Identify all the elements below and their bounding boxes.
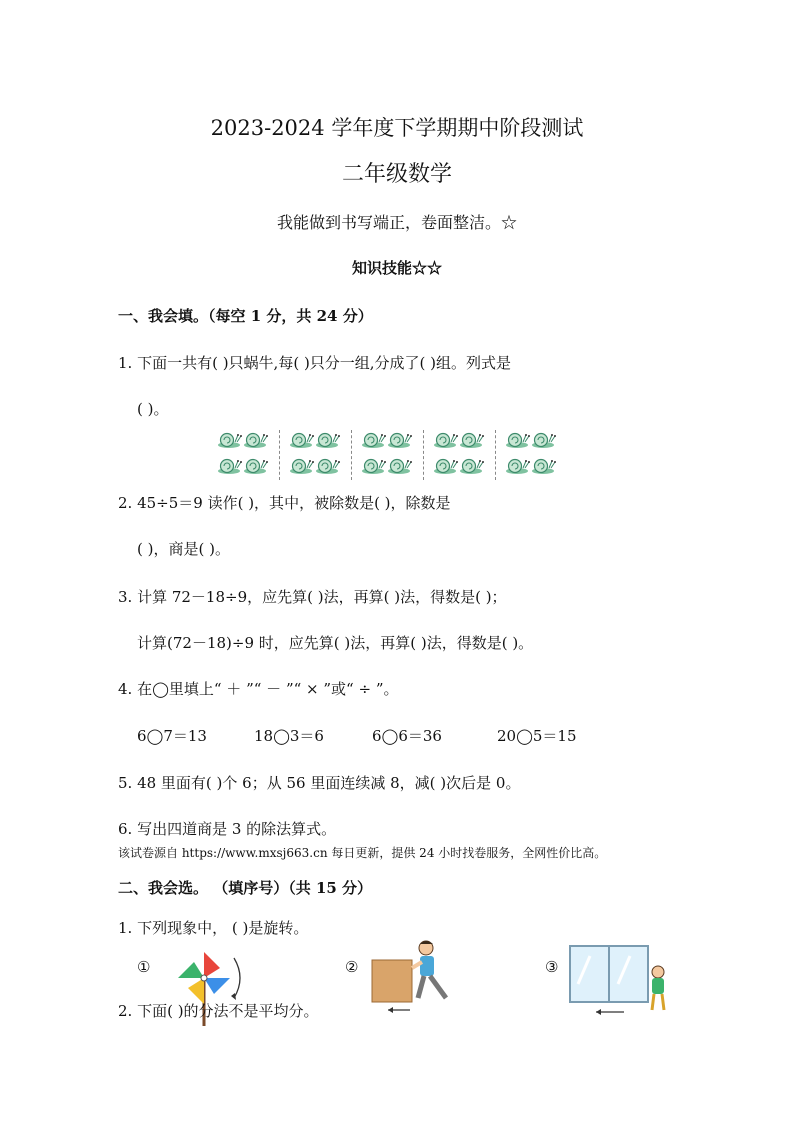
sliding-window-icon <box>568 944 674 1018</box>
q4-item: 20◯5＝15 <box>497 727 577 745</box>
snail-picture <box>208 428 560 484</box>
snail-icon <box>432 428 490 484</box>
question-5: 5. 48 里面有( )个 6；从 56 里面连续减 8，减( )次后是 0。 <box>118 774 521 792</box>
question-4: 4. 在◯里填上“ ＋ ”“ － ”“ × ”或“ ÷ ”。 <box>118 680 399 698</box>
question-2-line-1: 2. 45÷5＝9 读作( )，其中，被除数是( )，除数是 <box>118 494 451 512</box>
question-3-line-2: 计算(72－18)÷9 时，应先算( )法，再算( )法，得数是( )。 <box>137 634 534 652</box>
section2-question-1: 1. 下列现象中， ( )是旋转。 <box>118 919 309 937</box>
question-2-line-2: ( )，商是( )。 <box>137 540 230 558</box>
q4-item: 6◯7＝13 <box>137 727 207 745</box>
skills-heading: 知识技能☆☆ <box>351 259 442 277</box>
pushing-box-icon <box>368 936 458 1016</box>
snail-group <box>288 428 346 484</box>
snail-group <box>360 428 418 484</box>
snail-icon <box>504 428 562 484</box>
q4-item: 6◯6＝36 <box>372 727 442 745</box>
option-3-label: ③ <box>545 958 559 976</box>
question-3-line-1: 3. 计算 72－18÷9，应先算( )法，再算( )法，得数是( )； <box>118 588 507 606</box>
option-2-label: ② <box>345 958 359 976</box>
snail-icon <box>288 428 346 484</box>
exam-subtitle: 二年级数学 <box>341 162 452 187</box>
section2-question-2: 2. 下面( )的分法不是平均分。 <box>118 1002 319 1020</box>
option-1-label: ① <box>137 958 151 976</box>
section1-heading: 一、我会填。（每空 1 分，共 24 分） <box>118 307 373 325</box>
snail-group <box>216 428 274 484</box>
motto-text: 我能做到书写端正，卷面整洁。☆ <box>276 213 517 232</box>
group-divider <box>279 430 280 480</box>
q4-item: 18◯3＝6 <box>254 727 324 745</box>
snail-icon <box>216 428 274 484</box>
group-divider <box>495 430 496 480</box>
question-1-line-1: 1. 下面一共有( )只蜗牛,每( )只分一组,分成了( )组。列式是 <box>118 354 512 372</box>
snail-group <box>432 428 490 484</box>
exam-title: 2023-2024 学年度下学期期中阶段测试 <box>210 116 584 140</box>
snail-group <box>504 428 562 484</box>
question-6: 6. 写出四道商是 3 的除法算式。 <box>118 820 337 838</box>
snail-icon <box>360 428 418 484</box>
group-divider <box>423 430 424 480</box>
source-note: 该试卷源自 https://www.mxsj663.cn 每日更新，提供 24 小时找卷服务，全网性价比高。 <box>118 846 607 860</box>
group-divider <box>351 430 352 480</box>
question-1-line-2: ( )。 <box>137 400 169 418</box>
section2-heading: 二、我会选。 （填序号）（共 15 分） <box>118 879 373 897</box>
